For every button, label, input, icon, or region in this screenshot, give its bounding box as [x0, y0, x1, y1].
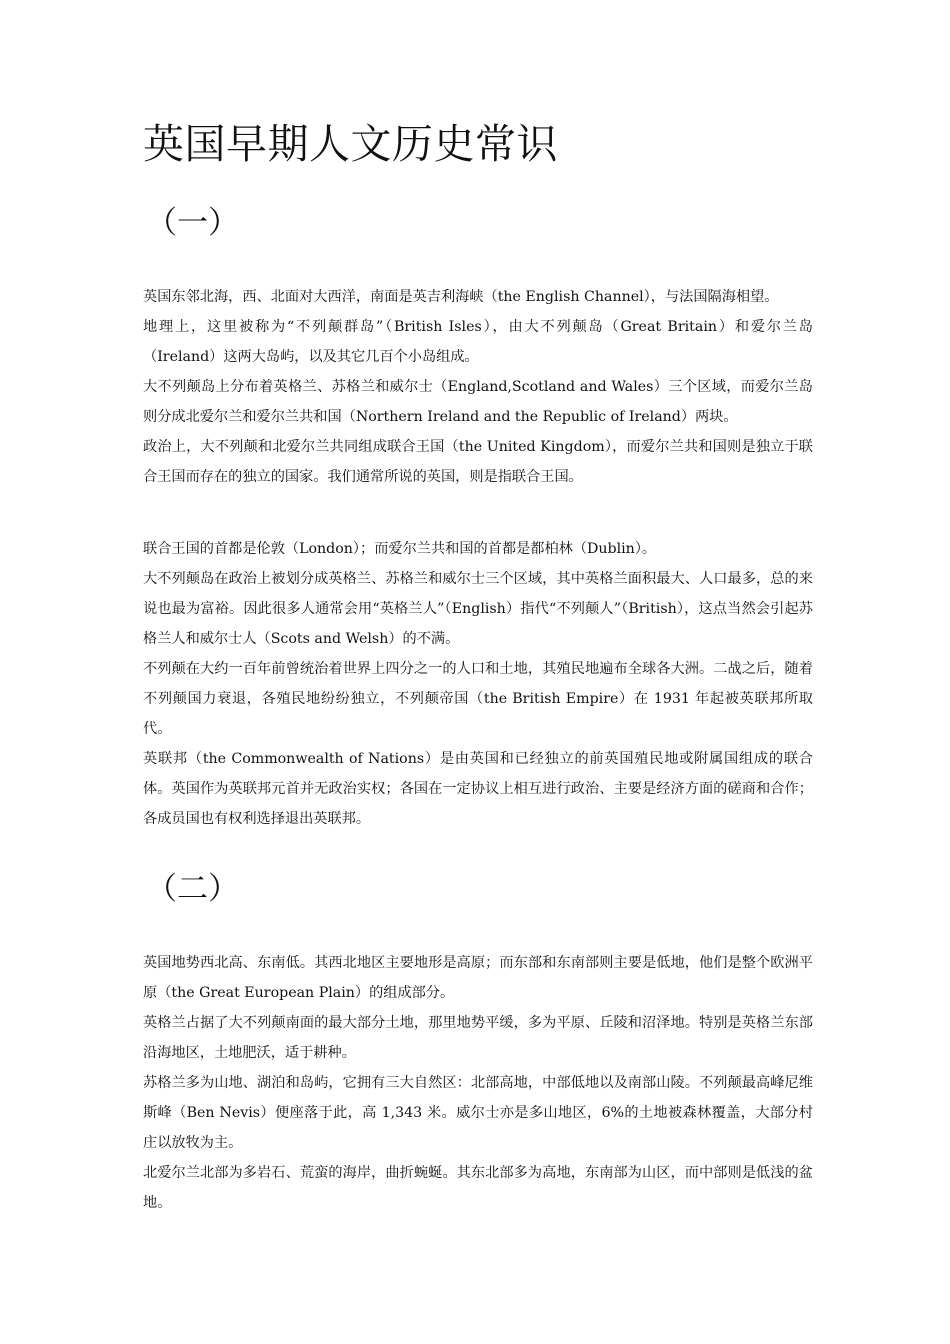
section-1-body-part-1 — [143, 282, 813, 492]
section-heading-1: （一） — [146, 205, 239, 241]
document-title: 英国早期人文历史常识 — [143, 120, 558, 168]
paragraph: 大不列颠岛在政治上被划分成英格兰、苏格兰和威尔士三个区域，其中英格兰面积最大、人口最多，总的来说也最为富裕。因此很多人通常会用“英格兰人”（English）指代“不列颠人”（British），这点当然会引起苏格兰人和威尔士人（Scots and Welsh）的不满。 — [143, 571, 813, 647]
paragraph: 英国地势西北高、东南低。其西北地区主要地形是高原；而东部和东南部则主要是低地，他们是整个欧洲平原（the Great European Plain）的组成部分。 — [143, 955, 813, 1001]
paragraph: 政治上，大不列颠和北爱尔兰共同组成联合王国（the United Kingdom），而爱尔兰共和国则是独立于联合王国而存在的独立的国家。我们通常所说的英国，则是指联合王国。 — [143, 439, 813, 485]
section-1-body-part-2 — [143, 534, 813, 834]
paragraph: 不列颠在大约一百年前曾统治着世界上四分之一的人口和土地，其殖民地遍布全球各大洲。二战之后，随着不列颠国力衰退，各殖民地纷纷独立，不列颠帝国（the British Empire）在 1931 年起被英联邦所取代。 — [143, 661, 813, 737]
paragraph: 英格兰占据了大不列颠南面的最大部分土地，那里地势平缓，多为平原、丘陵和沼泽地。特别是英格兰东部沿海地区，土地肥沃，适于耕种。 — [143, 1015, 813, 1061]
paragraph: 苏格兰多为山地、湖泊和岛屿，它拥有三大自然区：北部高地，中部低地以及南部山陵。不列颠最高峰尼维斯峰（Ben Nevis）便座落于此，高 1,343 米。威尔士亦是多山地区，6%的土地被森林覆盖，大部分村庄以放牧为主。 — [143, 1075, 813, 1151]
paragraph: 英联邦（the Commonwealth of Nations）是由英国和已经独立的前英国殖民地或附属国组成的联合体。英国作为英联邦元首并无政治实权；各国在一定协议上相互进行政治、主要是经济方面的磋商和合作；各成员国也有权利选择退出英联邦。 — [143, 751, 813, 827]
section-2-body — [143, 948, 813, 1218]
paragraph: 地理上，这里被称为“不列颠群岛”（British Isles），由大不列颠岛（Great Britain）和爱尔兰岛（Ireland）这两大岛屿，以及其它几百个小岛组成。 — [143, 319, 813, 365]
paragraph: 英国东邻北海，西、北面对大西洋，南面是英吉利海峡（the English Channel），与法国隔海相望。 — [143, 289, 779, 305]
paragraph: 联合王国的首都是伦敦（London）；而爱尔兰共和国的首都是都柏林（Dublin）。 — [143, 541, 657, 557]
section-heading-2: （二） — [146, 871, 239, 907]
paragraph: 北爱尔兰北部为多岩石、荒蛮的海岸，曲折蜿蜒。其东北部多为高地，东南部为山区，而中部则是低浅的盆地。 — [143, 1165, 813, 1211]
paragraph: 大不列颠岛上分布着英格兰、苏格兰和威尔士（England,Scotland and Wales）三个区域，而爱尔兰岛则分成北爱尔兰和爱尔兰共和国（Northern Ireland and the Republic of Ireland）两块。 — [143, 379, 813, 425]
